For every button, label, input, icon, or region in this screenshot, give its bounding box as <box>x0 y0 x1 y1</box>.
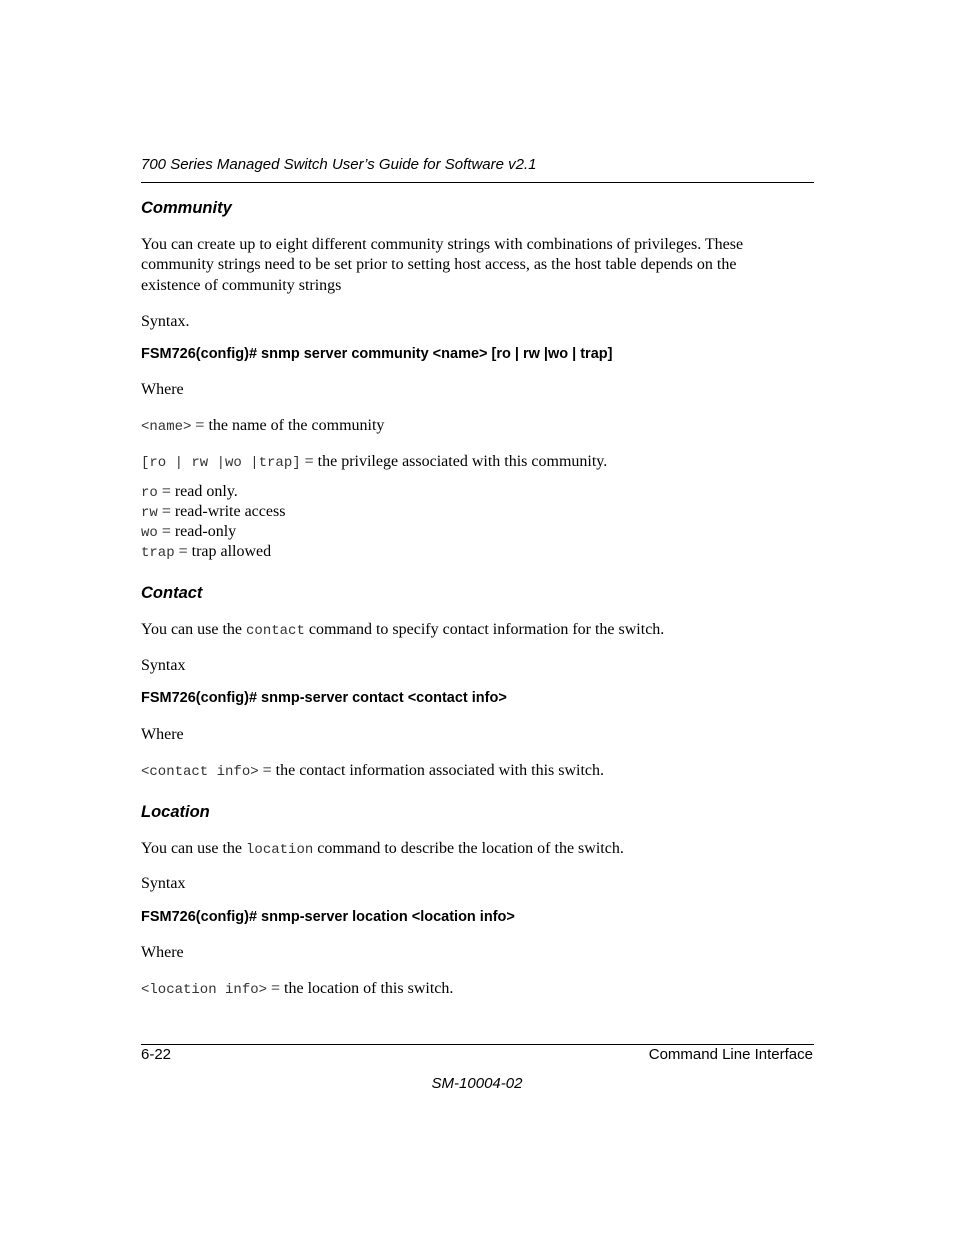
location-syntax-label: Syntax <box>141 875 186 892</box>
param-desc: = read only. <box>157 483 238 500</box>
community-where-label: Where <box>141 381 184 398</box>
document-id: SM-10004-02 <box>431 1075 523 1092</box>
param-desc: = read-write access <box>157 503 286 520</box>
param-desc: = the contact information associated with this switch. <box>258 762 605 779</box>
param-desc: = the location of this switch. <box>267 980 454 997</box>
param-desc: = read-only <box>157 523 237 540</box>
privilege-ro <box>141 482 238 503</box>
privilege-trap <box>141 542 271 563</box>
location-param <box>141 979 453 1000</box>
param-desc: = trap allowed <box>174 543 272 560</box>
community-command: FSM726(config)# snmp server community <name> [ro | rw |wo | trap] <box>141 346 613 362</box>
param-code: <name> <box>141 419 192 435</box>
footer-rule <box>141 1044 814 1045</box>
community-intro-line-2: community strings need to be set prior to setting host access, as the host table depends on the <box>141 256 737 273</box>
community-intro-line-1: You can create up to eight different community strings with combinations of privileges. These <box>141 236 744 253</box>
command-name-code: location <box>246 842 314 858</box>
section-heading-location: Location <box>141 803 210 821</box>
intro-text: You can use the <box>141 840 247 857</box>
contact-syntax-label: Syntax <box>141 657 186 674</box>
contact-where-label: Where <box>141 726 184 743</box>
param-code: ro <box>141 485 158 501</box>
page-number: 6-22 <box>141 1046 172 1063</box>
command-name-code: contact <box>246 623 305 639</box>
param-desc: = the privilege associated with this community. <box>300 453 608 470</box>
community-intro-line-3: existence of community strings <box>141 277 342 294</box>
location-intro <box>141 839 624 860</box>
community-param-name <box>141 416 384 437</box>
param-code: <location info> <box>141 982 268 998</box>
location-where-label: Where <box>141 944 184 961</box>
chapter-title: Command Line Interface <box>648 1046 813 1063</box>
param-code: <contact info> <box>141 764 259 780</box>
param-desc: = the name of the community <box>191 417 385 434</box>
contact-command: FSM726(config)# snmp-server contact <contact info> <box>141 690 507 706</box>
param-code: rw <box>141 505 158 521</box>
intro-text: You can use the <box>141 621 247 638</box>
header-rule <box>141 182 814 183</box>
param-code: trap <box>141 545 175 561</box>
privilege-rw <box>141 502 285 523</box>
intro-text: command to describe the location of the switch. <box>313 840 624 857</box>
param-code: [ro | rw |wo |trap] <box>141 455 301 471</box>
community-syntax-label: Syntax. <box>141 313 190 330</box>
location-command: FSM726(config)# snmp-server location <location info> <box>141 909 515 925</box>
section-heading-contact: Contact <box>141 584 203 602</box>
section-heading-community: Community <box>141 199 232 217</box>
running-header: 700 Series Managed Switch User’s Guide for Software v2.1 <box>141 156 537 173</box>
param-code: wo <box>141 525 158 541</box>
privilege-wo <box>141 522 236 543</box>
community-param-privilege <box>141 452 607 473</box>
intro-text: command to specify contact information for the switch. <box>304 621 665 638</box>
contact-param <box>141 761 604 782</box>
contact-intro <box>141 620 664 641</box>
